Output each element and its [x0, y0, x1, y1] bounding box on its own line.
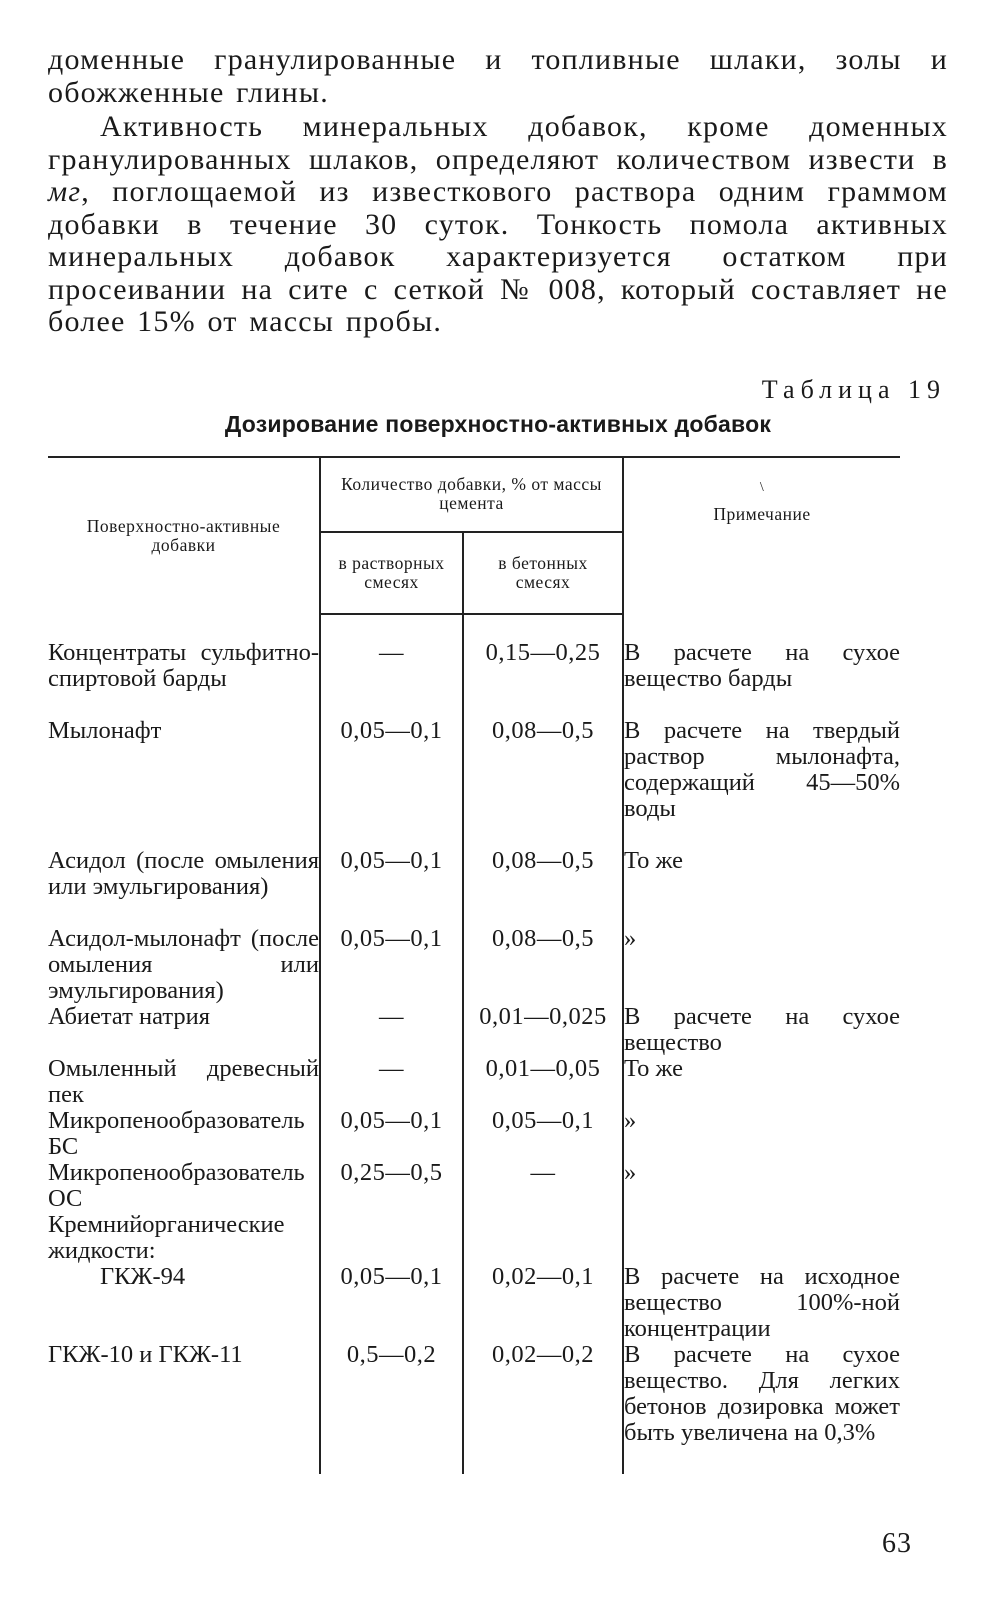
cell-additive: Омыленный древесный пек [48, 1054, 319, 1108]
cell-additive: Асидол-мылонафт (после омыления или эмульгирования) [48, 924, 319, 1004]
cell-additive: Асидол (после омыления или эмульгирования) [48, 846, 319, 900]
cell-concrete: 0,02—0,1 [463, 1264, 623, 1342]
table-label: Таблица 19 [761, 374, 946, 404]
cell-concrete: 0,05—0,1 [463, 1108, 623, 1160]
cell-mortar: 0,25—0,5 [320, 1160, 463, 1212]
page-number: 63 [882, 1528, 912, 1559]
paragraph-2 [48, 111, 948, 339]
cell-mortar: 0,05—0,1 [320, 1108, 463, 1160]
cell-note [623, 1212, 900, 1264]
cell-mortar: 0,05—0,1 [320, 848, 463, 926]
cell-note: В расчете на сухое вещество [624, 1002, 901, 1056]
cell-additive: Абиетат натрия [48, 1002, 210, 1030]
cell-additive: Микропенообразователь ОС [48, 1158, 305, 1212]
cell-concrete: 0,02—0,2 [463, 1342, 623, 1474]
cell-mortar: 0,5—0,2 [320, 1342, 463, 1474]
header-quantity: Количество добавки, % от массы цемента [320, 457, 623, 532]
cell-concrete: 0,01—0,025 [463, 1004, 623, 1056]
cell-concrete: 0,08—0,5 [463, 718, 623, 848]
header-note [623, 457, 900, 614]
cell-note: В расчете на сухое вещество барды [623, 640, 900, 718]
cell-additive: Кремнийорганические жидкости: [48, 1210, 285, 1264]
cell-note: » [623, 1160, 900, 1212]
paragraph-2-text-a: Активность минеральных добавок, кроме доменных гранулированных шлаков, определяют количеством извести в [48, 110, 948, 176]
cell-note: То же [623, 1056, 900, 1108]
cell-concrete: 0,08—0,5 [463, 926, 623, 1004]
cell-mortar: — [320, 640, 463, 718]
cell-additive: Концентраты сульфитно-спиртовой барды [48, 638, 319, 692]
cell-mortar [320, 1212, 463, 1264]
cell-note: В расчете на исходное вещество 100%-ной концентрации [624, 1262, 901, 1342]
book-page [48, 44, 948, 1474]
cell-note: В расчете на сухое вещество. Для легких бетонов дозировка может быть увеличена на 0,3% [623, 1342, 900, 1474]
cell-mortar: — [320, 1004, 463, 1056]
cell-additive: Микропенообразователь БС [48, 1106, 305, 1160]
table-row [48, 848, 900, 926]
table-row [48, 1342, 900, 1474]
cell-mortar: 0,05—0,1 [320, 1264, 463, 1342]
cell-note: То же [623, 848, 900, 926]
header-mortar: в растворных смесях [320, 532, 463, 614]
table-row [48, 1004, 900, 1056]
cell-concrete: 0,15—0,25 [463, 640, 623, 718]
table-row [48, 1108, 900, 1160]
cell-concrete: 0,08—0,5 [463, 848, 623, 926]
table-title: Дозирование поверхностно-активных добавок [224, 410, 772, 437]
dosage-table [48, 456, 900, 1474]
cell-additive: Мылонафт [48, 716, 162, 744]
header-concrete: в бетонных смесях [463, 532, 623, 614]
cell-note: » [623, 1108, 900, 1160]
cell-mortar: 0,05—0,1 [320, 718, 463, 848]
cell-concrete: 0,01—0,05 [463, 1056, 623, 1108]
table-row [48, 718, 900, 848]
table-row [48, 926, 900, 1004]
header-additive: Поверхностно-активные добавки [48, 457, 320, 614]
cell-additive: ГКЖ-94 [100, 1262, 186, 1290]
cell-mortar: — [320, 1056, 463, 1108]
cell-note: » [623, 926, 900, 1004]
cell-additive: ГКЖ-10 и ГКЖ-11 [48, 1340, 243, 1368]
table-row [48, 1264, 900, 1342]
cell-note: В расчете на твердый раствор мылонафта, содержащий 45—50% воды [623, 718, 900, 848]
paragraph-2-text-b: , поглощаемой из известкового раствора одним граммом добавки в течение 30 суток. Тонкость помола активных минеральных добавок характеризуется остатком при просеивании на сите с сеткой № 008, который составляет не более 15% от массы пробы. [48, 175, 948, 338]
table-row [48, 1056, 900, 1108]
paragraph-1: доменные гранулированные и топливные шлаки, золы и обожженные глины. [48, 43, 948, 109]
cell-concrete [463, 1212, 623, 1264]
cell-concrete: — [463, 1160, 623, 1212]
table-row [48, 640, 900, 718]
unit-mg: мг [48, 175, 82, 208]
table-row [48, 1212, 900, 1264]
table-row [48, 1160, 900, 1212]
cell-mortar: 0,05—0,1 [320, 926, 463, 1004]
header-note-label: Примечание [713, 504, 811, 524]
header-note-mark: \ [759, 480, 765, 495]
